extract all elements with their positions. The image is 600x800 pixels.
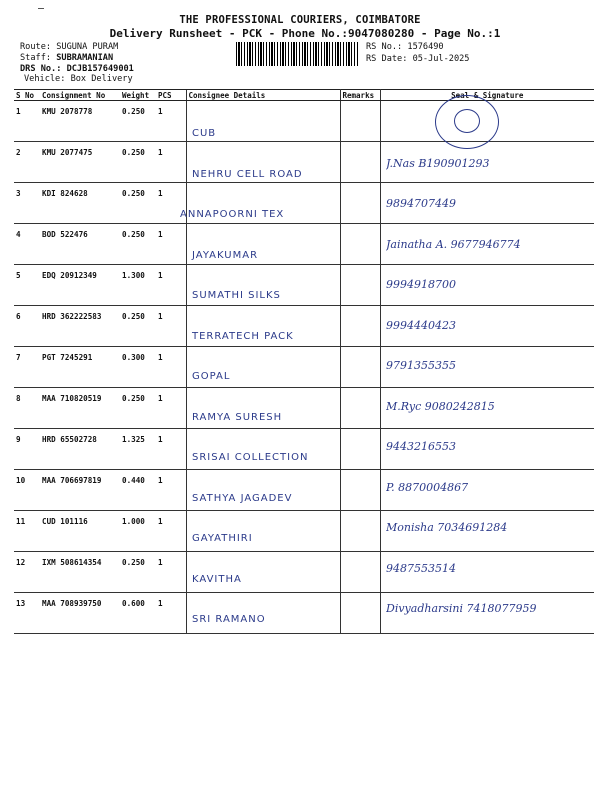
handwritten-signature: 9487553514: [386, 561, 456, 575]
cell-weight: 0.250: [120, 183, 156, 224]
cell-sno: 3: [14, 183, 40, 224]
table-row: [14, 470, 594, 511]
cell-pcs: 1: [156, 142, 186, 183]
table-row: [14, 101, 594, 142]
cell-remarks: [340, 429, 380, 470]
handwritten-consignee: JAYAKUMAR: [192, 249, 259, 261]
cell-sno: 12: [14, 552, 40, 593]
cell-weight: 1.325: [120, 429, 156, 470]
cell-consignment: MAA 706697819: [40, 470, 120, 511]
cell-consignment: MAA 710820519: [40, 388, 120, 429]
col-consignment: Consignment No: [40, 90, 120, 101]
table-header-row: [14, 90, 594, 101]
cell-pcs: 1: [156, 183, 186, 224]
cell-pcs: 1: [156, 306, 186, 347]
handwritten-signature: Jainatha A. 9677946774: [386, 237, 521, 251]
cell-consignee: [186, 470, 340, 511]
cell-sno: 2: [14, 142, 40, 183]
cell-consignment: CUD 101116: [40, 511, 120, 552]
cell-remarks: [340, 388, 380, 429]
cell-sno: 1: [14, 101, 40, 142]
handwritten-consignee: GOPAL: [192, 371, 231, 382]
cell-remarks: [340, 511, 380, 552]
cell-weight: 0.440: [120, 470, 156, 511]
cell-consignment: HRD 65502728: [40, 429, 120, 470]
handwritten-signature: Monisha 7034691284: [386, 521, 508, 534]
barcode: [236, 42, 358, 66]
drs-label: DRS No.:: [20, 64, 67, 74]
handwritten-consignee: SRI RAMANO: [192, 614, 266, 625]
cell-pcs: 1: [156, 347, 186, 388]
cell-remarks: [340, 265, 380, 306]
table-row: [14, 183, 594, 224]
runsheet-subtitle: Delivery Runsheet - PCK - Phone No.:9047080280 - Page No.:1: [109, 27, 501, 40]
handwritten-signature: 9791355355: [386, 359, 456, 372]
col-consignee: Consignee Details: [186, 90, 340, 101]
handwritten-consignee: SRISAI COLLECTION: [192, 452, 309, 463]
cell-remarks: [340, 183, 380, 224]
cell-consignee: [186, 511, 340, 552]
cell-pcs: 1: [156, 470, 186, 511]
col-sno: S No: [14, 90, 40, 101]
cell-sno: 5: [14, 265, 40, 306]
col-signature: Seal & Signature: [380, 90, 594, 101]
staff-name: SUBRAMANIAN: [56, 53, 114, 63]
cell-consignment: KMU 2077475: [40, 142, 120, 183]
company-title: THE PROFESSIONAL COURIERS, COIMBATORE: [179, 14, 421, 26]
cell-sno: 13: [14, 593, 40, 634]
cell-pcs: 1: [156, 511, 186, 552]
handwritten-consignee: RAMYA SURESH: [192, 411, 283, 423]
handwritten-signature: 9894707449: [386, 197, 456, 210]
cell-remarks: [340, 306, 380, 347]
handwritten-consignee: GAYATHIRI: [192, 533, 253, 544]
cell-consignment: MAA 708939750: [40, 593, 120, 634]
handwritten-consignee: KAVITHA: [192, 573, 242, 585]
cell-weight: 0.250: [120, 552, 156, 593]
cell-consignment: KMU 2078778: [40, 101, 120, 142]
table-row: [14, 429, 594, 470]
handwritten-consignee: TERRATECH PACK: [192, 330, 294, 342]
cell-consignment: IXM 508614354: [40, 552, 120, 593]
cell-sno: 8: [14, 388, 40, 429]
cell-pcs: 1: [156, 101, 186, 142]
cell-sno: 6: [14, 306, 40, 347]
cell-weight: 0.250: [120, 101, 156, 142]
cell-pcs: 1: [156, 265, 186, 306]
cell-sno: 4: [14, 224, 40, 265]
cell-consignee: [186, 429, 340, 470]
cell-weight: 0.250: [120, 388, 156, 429]
table-row: [14, 347, 594, 388]
cell-weight: 0.300: [120, 347, 156, 388]
cell-sno: 9: [14, 429, 40, 470]
rs-date: RS Date: 05-Jul-2025: [366, 54, 470, 64]
handwritten-consignee: SUMATHI SILKS: [192, 290, 281, 301]
cell-remarks: [340, 224, 380, 265]
cell-pcs: 1: [156, 429, 186, 470]
cell-pcs: 1: [156, 224, 186, 265]
table-row: [14, 265, 594, 306]
seal-stamp: [435, 95, 499, 149]
col-weight: Weight: [120, 90, 156, 101]
cell-remarks: [340, 142, 380, 183]
cell-weight: 0.250: [120, 224, 156, 265]
cell-sno: 11: [14, 511, 40, 552]
cell-weight: 1.000: [120, 511, 156, 552]
handwritten-signature: P. 8870004867: [386, 480, 469, 494]
rs-number: RS No.: 1576490: [366, 42, 444, 52]
handwritten-signature: Divyadharsini 7418077959: [386, 602, 537, 615]
cell-pcs: 1: [156, 593, 186, 634]
cell-consignment: BOD 522476: [40, 224, 120, 265]
drs-number: DCJB157649001: [66, 64, 134, 74]
cell-consignment: KDI 824628: [40, 183, 120, 224]
cell-pcs: 1: [156, 388, 186, 429]
route-label: Route: SUGUNA PURAM: [20, 42, 119, 52]
cell-weight: 1.300: [120, 265, 156, 306]
cell-consignee: [186, 593, 340, 634]
cell-pcs: 1: [156, 552, 186, 593]
table-row: [14, 142, 594, 183]
cell-remarks: [340, 593, 380, 634]
staff-label: Staff:: [20, 53, 57, 63]
cell-consignee: [186, 552, 340, 593]
vehicle-label: Vehicle: Box Delivery: [24, 74, 133, 84]
handwritten-signature: J.Nas B190901293: [386, 156, 490, 170]
handwritten-consignee: CUB: [192, 128, 217, 139]
table-row: [14, 552, 594, 593]
handwritten-consignee: SATHYA JAGADEV: [192, 492, 293, 504]
cell-weight: 0.250: [120, 306, 156, 347]
handwritten-signature: 9994918700: [386, 278, 456, 291]
cell-remarks: [340, 101, 380, 142]
cell-remarks: [340, 552, 380, 593]
cell-weight: 0.600: [120, 593, 156, 634]
scan-mark: [38, 8, 44, 9]
cell-remarks: [340, 470, 380, 511]
cell-sno: 7: [14, 347, 40, 388]
cell-remarks: [340, 347, 380, 388]
handwritten-consignee: NEHRU CELL ROAD: [192, 168, 303, 180]
runsheet-table: [14, 89, 594, 634]
col-remarks: Remarks: [340, 90, 380, 101]
cell-consignment: PGT 7245291: [40, 347, 120, 388]
handwritten-signature: 9443216553: [386, 440, 456, 453]
cell-weight: 0.250: [120, 142, 156, 183]
cell-consignment: HRD 362222583: [40, 306, 120, 347]
cell-sno: 10: [14, 470, 40, 511]
handwritten-consignee: ANNAPOORNI TEX: [180, 209, 285, 220]
table-row: [14, 388, 594, 429]
handwritten-signature: M.Ryc 9080242815: [386, 399, 495, 413]
col-pcs: PCS: [156, 90, 186, 101]
table-row: [14, 306, 594, 347]
cell-consignment: EDQ 20912349: [40, 265, 120, 306]
handwritten-signature: 9994440423: [386, 318, 456, 332]
